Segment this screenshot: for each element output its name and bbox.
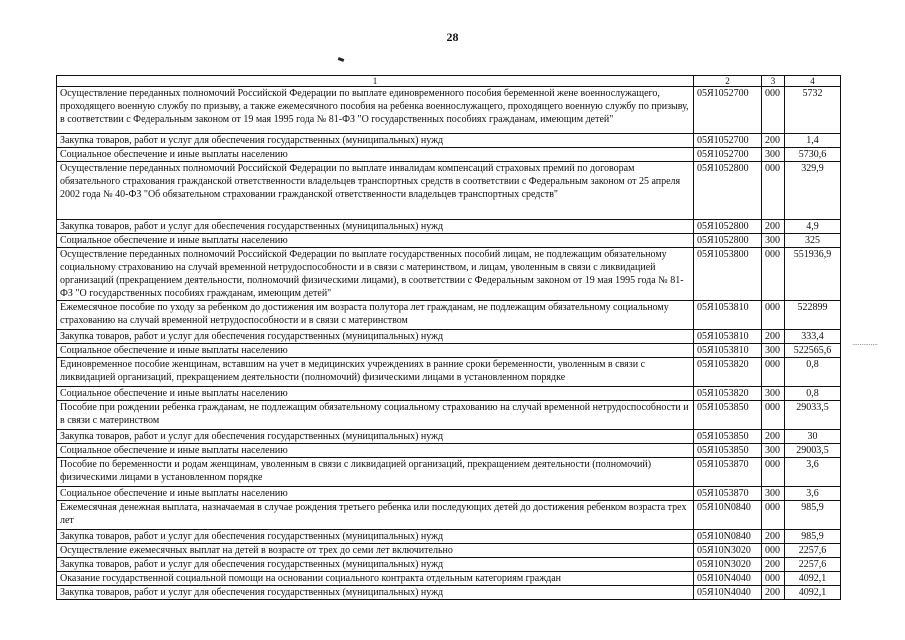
table-row — [57, 444, 841, 458]
row-expense-type: 000 — [762, 501, 785, 530]
row-name: Ежемесячная денежная выплата, назначаемая в случае рождения третьего ребенка или последующих детей до достижения ребенком возраста трех лет — [57, 501, 694, 530]
header-col-1: 1 — [57, 76, 694, 87]
row-code: 05Я10N4040 — [694, 572, 762, 586]
row-expense-type: 000 — [762, 544, 785, 558]
row-code: 05Я10N3020 — [694, 544, 762, 558]
row-name: Закупка товаров, работ и услуг для обеспечения государственных (муниципальных) нужд — [57, 558, 694, 572]
row-code: 05Я1053810 — [694, 344, 762, 358]
row-amount: 325 — [785, 234, 841, 248]
table-row — [57, 220, 841, 234]
row-amount: 5730,6 — [785, 148, 841, 162]
table-row — [57, 134, 841, 148]
row-expense-type: 300 — [762, 234, 785, 248]
row-code: 05Я1053870 — [694, 487, 762, 501]
row-amount: 1,4 — [785, 134, 841, 148]
row-code: 05Я1053800 — [694, 248, 762, 301]
table-row — [57, 558, 841, 572]
row-amount: 985,9 — [785, 530, 841, 544]
row-expense-type: 200 — [762, 330, 785, 344]
row-amount: 4,9 — [785, 220, 841, 234]
row-amount: 5732 — [785, 87, 841, 134]
margin-scan-mark: ·············· — [852, 341, 878, 349]
row-amount: 29003,5 — [785, 444, 841, 458]
table-row — [57, 330, 841, 344]
row-code: 05Я1052700 — [694, 134, 762, 148]
table-row — [57, 234, 841, 248]
row-name: Закупка товаров, работ и услуг для обеспечения государственных (муниципальных) нужд — [57, 430, 694, 444]
row-code: 05Я1052800 — [694, 234, 762, 248]
row-code: 05Я1052700 — [694, 87, 762, 134]
row-name: Закупка товаров, работ и услуг для обеспечения государственных (муниципальных) нужд — [57, 530, 694, 544]
table-row — [57, 572, 841, 586]
row-expense-type: 200 — [762, 134, 785, 148]
row-name: Закупка товаров, работ и услуг для обеспечения государственных (муниципальных) нужд — [57, 134, 694, 148]
row-amount: 0,8 — [785, 358, 841, 387]
row-amount: 2257,6 — [785, 558, 841, 572]
row-code: 05Я1053820 — [694, 387, 762, 401]
row-name: Социальное обеспечение и иные выплаты населению — [57, 387, 694, 401]
scan-speck — [338, 57, 345, 62]
row-code: 05Я1052800 — [694, 162, 762, 220]
row-expense-type: 300 — [762, 344, 785, 358]
table-row — [57, 387, 841, 401]
table-row — [57, 148, 841, 162]
table-row — [57, 501, 841, 530]
header-col-2: 2 — [694, 76, 762, 87]
row-name: Социальное обеспечение и иные выплаты населению — [57, 234, 694, 248]
row-amount: 522565,6 — [785, 344, 841, 358]
row-name: Осуществление переданных полномочий Российской Федерации по выплате единовременного пособия беременной жене военнослужащего, проходящего военную службу по призыву, а также ежемесячного пособия на ребенка военнослужащего, проходящего военную службу по призыву, в соответствии с Федеральным законом от 19 мая 1995 года № 81-ФЗ "О государственных пособиях гражданам, имеющим детей" — [57, 87, 694, 134]
table-row — [57, 458, 841, 487]
table-row — [57, 530, 841, 544]
row-expense-type: 000 — [762, 301, 785, 330]
row-amount: 3,6 — [785, 458, 841, 487]
row-name: Закупка товаров, работ и услуг для обеспечения государственных (муниципальных) нужд — [57, 586, 694, 600]
row-expense-type: 000 — [762, 248, 785, 301]
row-amount: 29033,5 — [785, 401, 841, 430]
row-name: Закупка товаров, работ и услуг для обеспечения государственных (муниципальных) нужд — [57, 330, 694, 344]
row-name: Социальное обеспечение и иные выплаты населению — [57, 487, 694, 501]
row-code: 05Я1053810 — [694, 330, 762, 344]
row-name: Оказание государственной социальной помощи на основании социального контракта отдельным категориям граждан — [57, 572, 694, 586]
table-row — [57, 248, 841, 301]
row-name: Осуществление переданных полномочий Российской Федерации по выплате инвалидам компенсаций страховых премий по договорам обязательного страхования гражданской ответственности владельцев транспортных средств в соответствии с Федеральным законом от 25 апреля 2002 года № 40-ФЗ "Об обязательном страховании гражданской ответственности владельцев транспортных средств" — [57, 162, 694, 220]
table-row — [57, 301, 841, 330]
row-amount: 551936,9 — [785, 248, 841, 301]
row-name: Осуществление переданных полномочий Российской Федерации по выплате государственных пособий лицам, не подлежащим обязательному социальному страхованию на случай временной нетрудоспособности и в связи с материнством, и лицам, уволенным в связи с ликвидацией организаций (прекращением деятельности, полномочий физическими лицами), в соответствии с Федеральным законом от 19 мая 1995 года № 81-ФЗ "О государственных пособиях гражданам, имеющим детей" — [57, 248, 694, 301]
row-amount: 4092,1 — [785, 586, 841, 600]
table-row — [57, 344, 841, 358]
row-expense-type: 000 — [762, 87, 785, 134]
row-expense-type: 200 — [762, 430, 785, 444]
row-expense-type: 300 — [762, 487, 785, 501]
row-code: 05Я10N4040 — [694, 586, 762, 600]
row-name: Единовременное пособие женщинам, вставшим на учет в медицинских учреждениях в ранние сроки беременности, уволенным в связи с ликвидацией организаций, прекращением деятельности (полномочий) физическими лицами в установленном порядке — [57, 358, 694, 387]
table-row — [57, 430, 841, 444]
row-code: 05Я1053850 — [694, 401, 762, 430]
row-amount: 2257,6 — [785, 544, 841, 558]
row-code: 05Я1053850 — [694, 430, 762, 444]
row-expense-type: 200 — [762, 586, 785, 600]
row-expense-type: 000 — [762, 572, 785, 586]
table-row — [57, 586, 841, 600]
row-name: Пособие по беременности и родам женщинам, уволенным в связи с ликвидацией организаций, прекращением деятельности (полномочий) физическими лицами в установленном порядке — [57, 458, 694, 487]
table-row — [57, 87, 841, 134]
table-row — [57, 401, 841, 430]
header-col-4: 4 — [785, 76, 841, 87]
table-row — [57, 358, 841, 387]
row-expense-type: 200 — [762, 220, 785, 234]
row-expense-type: 300 — [762, 444, 785, 458]
table-row — [57, 544, 841, 558]
row-code: 05Я1053810 — [694, 301, 762, 330]
row-amount: 985,9 — [785, 501, 841, 530]
row-expense-type: 000 — [762, 401, 785, 430]
row-amount: 333,4 — [785, 330, 841, 344]
budget-table — [56, 75, 841, 600]
row-code: 05Я1052700 — [694, 148, 762, 162]
row-expense-type: 000 — [762, 162, 785, 220]
row-expense-type: 000 — [762, 358, 785, 387]
row-code: 05Я10N0840 — [694, 530, 762, 544]
row-code: 05Я1053850 — [694, 444, 762, 458]
row-code: 05Я1053870 — [694, 458, 762, 487]
row-name: Осуществление ежемесячных выплат на детей в возрасте от трех до семи лет включительно — [57, 544, 694, 558]
row-name: Социальное обеспечение и иные выплаты населению — [57, 344, 694, 358]
row-amount: 30 — [785, 430, 841, 444]
table-row — [57, 162, 841, 220]
table-header-row — [57, 76, 841, 87]
row-amount: 3,6 — [785, 487, 841, 501]
page-number: 28 — [446, 30, 459, 44]
row-expense-type: 300 — [762, 148, 785, 162]
row-expense-type: 200 — [762, 558, 785, 572]
row-name: Закупка товаров, работ и услуг для обеспечения государственных (муниципальных) нужд — [57, 220, 694, 234]
row-name: Ежемесячное пособие по уходу за ребенком до достижения им возраста полутора лет гражданам, не подлежащим обязательному социальному страхованию на случай временной нетрудоспособности и в связи с материнством — [57, 301, 694, 330]
row-expense-type: 200 — [762, 530, 785, 544]
row-code: 05Я10N0840 — [694, 501, 762, 530]
row-name: Социальное обеспечение и иные выплаты населению — [57, 444, 694, 458]
row-name: Социальное обеспечение и иные выплаты населению — [57, 148, 694, 162]
row-amount: 329,9 — [785, 162, 841, 220]
row-code: 05Я10N3020 — [694, 558, 762, 572]
row-code: 05Я1052800 — [694, 220, 762, 234]
row-code: 05Я1053820 — [694, 358, 762, 387]
table-row — [57, 487, 841, 501]
row-expense-type: 000 — [762, 458, 785, 487]
row-expense-type: 300 — [762, 387, 785, 401]
row-amount: 4092,1 — [785, 572, 841, 586]
header-col-3: 3 — [762, 76, 785, 87]
row-amount: 0,8 — [785, 387, 841, 401]
row-name: Пособие при рождении ребенка гражданам, не подлежащим обязательному социальному страхованию на случай временной нетрудоспособности и в связи с материнством — [57, 401, 694, 430]
row-amount: 522899 — [785, 301, 841, 330]
